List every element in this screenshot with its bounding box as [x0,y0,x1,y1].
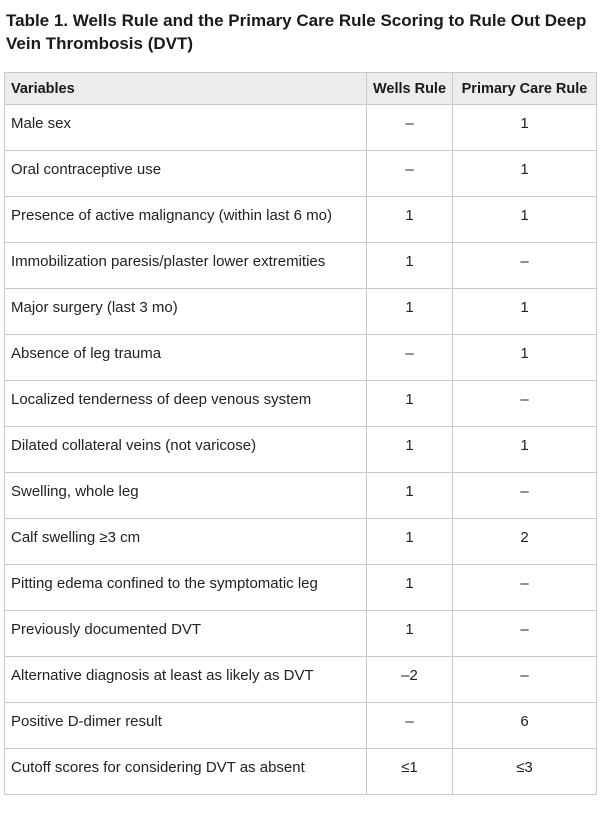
table-header-row [5,73,597,105]
variable-cell: Localized tenderness of deep venous system [5,381,367,427]
header-variables: Variables [5,73,367,105]
variable-cell: Male sex [5,105,367,151]
table-row [5,151,597,197]
table-row [5,243,597,289]
variable-cell: Immobilization paresis/plaster lower extremities [5,243,367,289]
wells-score-cell: 1 [367,427,453,473]
table-row [5,381,597,427]
primary-care-score-cell: 1 [453,197,597,243]
wells-score-cell: 1 [367,611,453,657]
table-row [5,105,597,151]
primary-care-score-cell: – [453,381,597,427]
primary-care-score-cell: 1 [453,335,597,381]
wells-score-cell: 1 [367,473,453,519]
primary-care-score-cell: 1 [453,105,597,151]
primary-care-score-cell: – [453,565,597,611]
table-row [5,519,597,565]
wells-score-cell: 1 [367,381,453,427]
table-row [5,473,597,519]
variable-cell: Absence of leg trauma [5,335,367,381]
variable-cell: Oral contraceptive use [5,151,367,197]
primary-care-score-cell: – [453,611,597,657]
header-wells-rule: Wells Rule [367,73,453,105]
table-row [5,703,597,749]
variable-cell: Previously documented DVT [5,611,367,657]
variable-cell: Swelling, whole leg [5,473,367,519]
wells-score-cell: 1 [367,289,453,335]
primary-care-score-cell: 2 [453,519,597,565]
variable-cell: Positive D-dimer result [5,703,367,749]
wells-score-cell: 1 [367,565,453,611]
variable-cell: Presence of active malignancy (within last 6 mo) [5,197,367,243]
table-row [5,427,597,473]
primary-care-score-cell: 1 [453,151,597,197]
table-row [5,749,597,795]
primary-care-score-cell: – [453,473,597,519]
wells-score-cell: ≤1 [367,749,453,795]
wells-score-cell: – [367,703,453,749]
wells-score-cell: – [367,105,453,151]
primary-care-score-cell: 1 [453,289,597,335]
variable-cell: Dilated collateral veins (not varicose) [5,427,367,473]
table-row [5,611,597,657]
variable-cell: Major surgery (last 3 mo) [5,289,367,335]
header-primary-care-rule: Primary Care Rule [453,73,597,105]
primary-care-score-cell: 1 [453,427,597,473]
primary-care-score-cell: – [453,243,597,289]
primary-care-score-cell: 6 [453,703,597,749]
table-row [5,657,597,703]
wells-score-cell: 1 [367,243,453,289]
variable-cell: Cutoff scores for considering DVT as absent [5,749,367,795]
primary-care-score-cell: – [453,657,597,703]
variable-cell: Alternative diagnosis at least as likely as DVT [5,657,367,703]
wells-score-cell: – [367,335,453,381]
wells-score-cell: 1 [367,519,453,565]
wells-score-cell: –2 [367,657,453,703]
table-title: Table 1. Wells Rule and the Primary Care Rule Scoring to Rule Out Deep Vein Thrombosis (DVT) [6,11,587,53]
table-row [5,289,597,335]
wells-score-cell: 1 [367,197,453,243]
wells-score-cell: – [367,151,453,197]
table-row [5,565,597,611]
table-row [5,335,597,381]
table-row [5,197,597,243]
variable-cell: Calf swelling ≥3 cm [5,519,367,565]
variable-cell: Pitting edema confined to the symptomatic leg [5,565,367,611]
primary-care-score-cell: ≤3 [453,749,597,795]
dvt-scoring-table [4,72,597,795]
